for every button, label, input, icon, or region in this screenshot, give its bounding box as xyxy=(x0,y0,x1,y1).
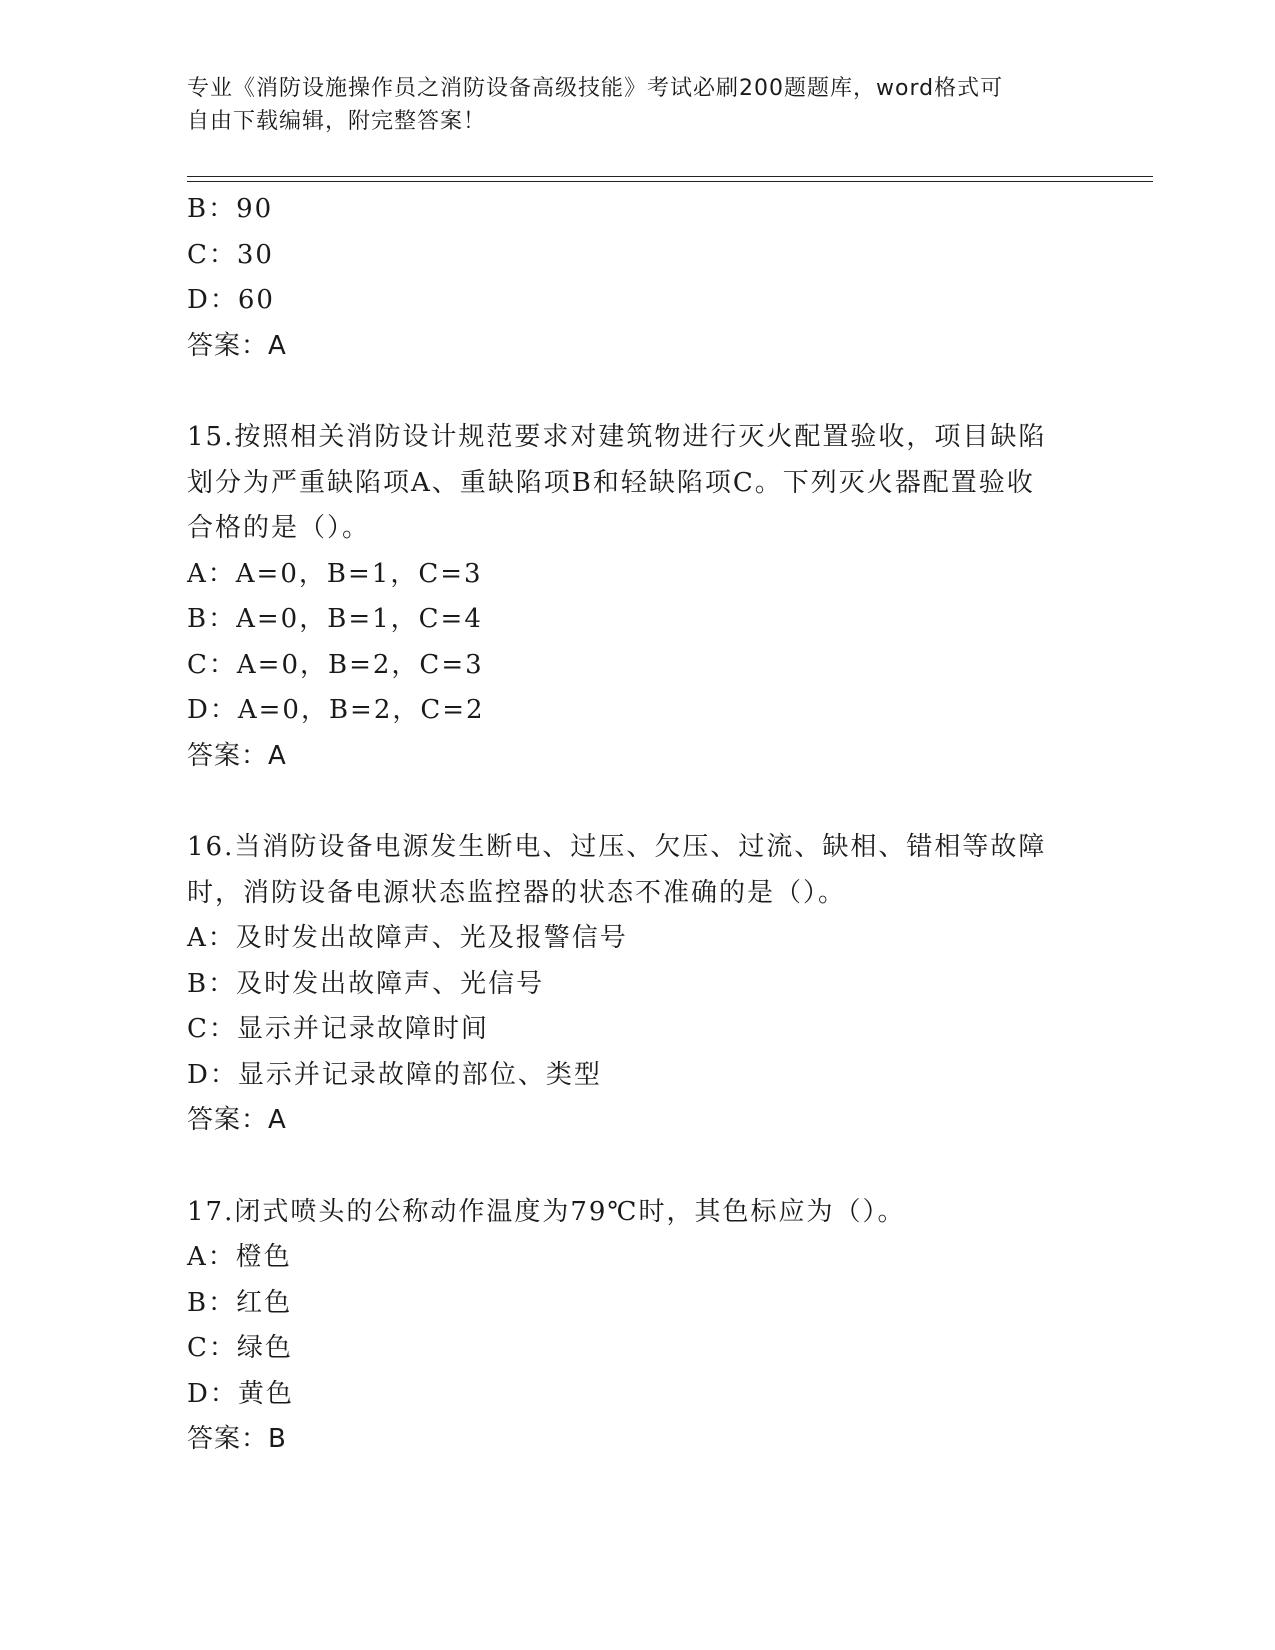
answer-line: 答案：A xyxy=(187,740,287,771)
option-d: D：显示并记录故障的部位、类型 xyxy=(187,1059,602,1090)
option-d: D：60 xyxy=(187,285,275,315)
question-list xyxy=(187,187,1087,1463)
spacer xyxy=(187,779,1087,825)
answer-line: 答案：A xyxy=(187,1105,287,1135)
header-rule-top xyxy=(187,176,1153,177)
option-c: C：A=0，B=2，C=3 xyxy=(187,649,484,680)
document-header xyxy=(187,72,1087,138)
question-block-15 xyxy=(187,415,1087,779)
option-c: C：显示并记录故障时间 xyxy=(187,1014,489,1044)
option-a: A：A=0，B=1，C=3 xyxy=(187,558,483,589)
option-b: B：及时发出故障声、光信号 xyxy=(187,968,545,999)
answer-line: 答案：A xyxy=(187,330,287,361)
answer-line: 答案：B xyxy=(187,1424,287,1454)
header-line: 自由下载编辑，附完整答案！ xyxy=(187,109,487,134)
question-text: 合格的是（）。 xyxy=(187,513,371,543)
option-a: A：橙色 xyxy=(187,1242,292,1272)
option-c: C：绿色 xyxy=(187,1333,293,1363)
option-b: B：90 xyxy=(187,194,274,224)
question-text: 17.闭式喷头的公称动作温度为79℃时，其色标应为（）。 xyxy=(187,1196,906,1227)
header-rule-bottom xyxy=(187,181,1153,182)
header-line: 专业《消防设施操作员之消防设备高级技能》考试必刷200题题库，word格式可 xyxy=(187,76,1004,101)
question-text: 时，消防设备电源状态监控器的状态不准确的是（）。 xyxy=(187,877,847,908)
option-b: B：A=0，B=1，C=4 xyxy=(187,604,483,634)
question-block-16 xyxy=(187,825,1087,1144)
option-a: A：及时发出故障声、光及报警信号 xyxy=(187,923,628,953)
spacer xyxy=(187,1144,1087,1190)
question-text: 划分为严重缺陷项A、重缺陷项B和轻缺陷项C。下列灭火器配置验收 xyxy=(187,467,1035,498)
question-block-14 xyxy=(187,187,1087,369)
spacer xyxy=(187,369,1087,415)
question-block-17 xyxy=(187,1190,1087,1463)
option-d: D：黄色 xyxy=(187,1378,294,1409)
question-text: 15.按照相关消防设计规范要求对建筑物进行灭火配置验收，项目缺陷 xyxy=(187,422,1047,452)
option-b: B：红色 xyxy=(187,1287,293,1318)
question-text: 16.当消防设备电源发生断电、过压、欠压、过流、缺相、错相等故障 xyxy=(187,832,1047,862)
option-d: D：A=0，B=2，C=2 xyxy=(187,695,485,725)
option-c: C：30 xyxy=(187,239,274,270)
